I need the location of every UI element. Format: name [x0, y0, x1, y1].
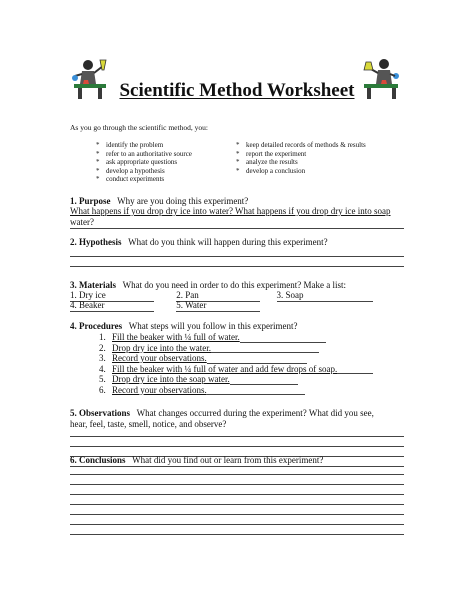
materials-heading: 3. Materials — [70, 280, 116, 290]
conclusions-section — [70, 455, 410, 466]
bullet-item: * keep detailed records of methods & results — [236, 141, 366, 150]
bullet-list-right — [236, 141, 366, 175]
procedure-step: 6. Record your observations. — [99, 385, 373, 396]
observations-question-line-1: What changes occurred during the experiment? What did you see, — [136, 408, 374, 418]
procedure-steps — [99, 332, 373, 395]
material-item: 3. Soap — [277, 290, 373, 302]
purpose-answer — [70, 206, 410, 229]
worksheet-title: Scientific Method Worksheet — [119, 80, 355, 101]
bullet-item: * develop a conclusion — [236, 167, 366, 176]
bullet-item: * ask appropriate questions — [96, 158, 192, 167]
answer-line[interactable] — [70, 524, 404, 525]
answer-line[interactable] — [70, 534, 404, 535]
procedure-step: 2. Drop dry ice into the water. — [99, 343, 373, 354]
material-item: 2. Pan — [176, 290, 260, 302]
procedure-step: 1. Fill the beaker with ¼ full of water. — [99, 332, 373, 343]
bullet-item: * refer to an authoritative source — [96, 150, 192, 159]
procedure-step: 4. Fill the beaker with ¼ full of water and add few drops of soap. — [99, 364, 373, 375]
conclusions-question: What did you find out or learn from this experiment? — [132, 455, 324, 465]
observations-section — [70, 408, 410, 419]
answer-line[interactable] — [70, 514, 404, 515]
observations-heading: 5. Observations — [70, 408, 131, 418]
bullet-item: * develop a hypothesis — [96, 167, 192, 176]
materials-row-2 — [70, 300, 260, 312]
hypothesis-heading: 2. Hypothesis — [70, 237, 122, 247]
material-item: 5. Water — [176, 300, 260, 312]
procedures-question: What steps will you follow in this experiment? — [128, 321, 298, 331]
answer-line[interactable] — [70, 504, 404, 505]
hypothesis-section — [70, 237, 410, 248]
bullet-list-left — [96, 141, 192, 184]
intro-text: As you go through the scientific method, you: — [70, 123, 208, 132]
answer-line[interactable] — [70, 484, 404, 485]
purpose-question: Why are you doing this experiment? — [117, 196, 249, 206]
bullet-item: * report the experiment — [236, 150, 366, 159]
answer-line[interactable] — [70, 466, 404, 467]
answer-line[interactable] — [70, 266, 404, 267]
procedures-section — [70, 321, 410, 332]
procedure-step: 3. Record your observations. — [99, 353, 373, 364]
procedure-step: 5. Drop dry ice into the soap water. — [99, 374, 373, 385]
conclusions-heading: 6. Conclusions — [70, 455, 126, 465]
bullet-item: * identify the problem — [96, 141, 192, 150]
bullet-item: * conduct experiments — [96, 175, 192, 184]
purpose-answer-line-2: water? — [70, 217, 404, 229]
purpose-answer-line-1: What happens if you drop dry ice into water? What happens if you drop dry ice into soap — [70, 206, 391, 216]
answer-line[interactable] — [70, 446, 404, 447]
bullet-item: * analyze the results — [236, 158, 366, 167]
procedures-heading: 4. Procedures — [70, 321, 123, 331]
purpose-heading: 1. Purpose — [70, 196, 111, 206]
hypothesis-question: What do you think will happen during this experiment? — [128, 237, 328, 247]
answer-line[interactable] — [70, 474, 404, 475]
observations-question-line-2: hear, feel, taste, smell, notice, and observe? — [70, 419, 227, 429]
material-item: 1. Dry ice — [70, 290, 154, 302]
answer-line[interactable] — [70, 256, 404, 257]
answer-line[interactable] — [70, 494, 404, 495]
answer-line[interactable] — [70, 436, 404, 437]
materials-question: What do you need in order to do this experiment? Make a list: — [122, 280, 347, 290]
material-item: 4. Beaker — [70, 300, 154, 312]
